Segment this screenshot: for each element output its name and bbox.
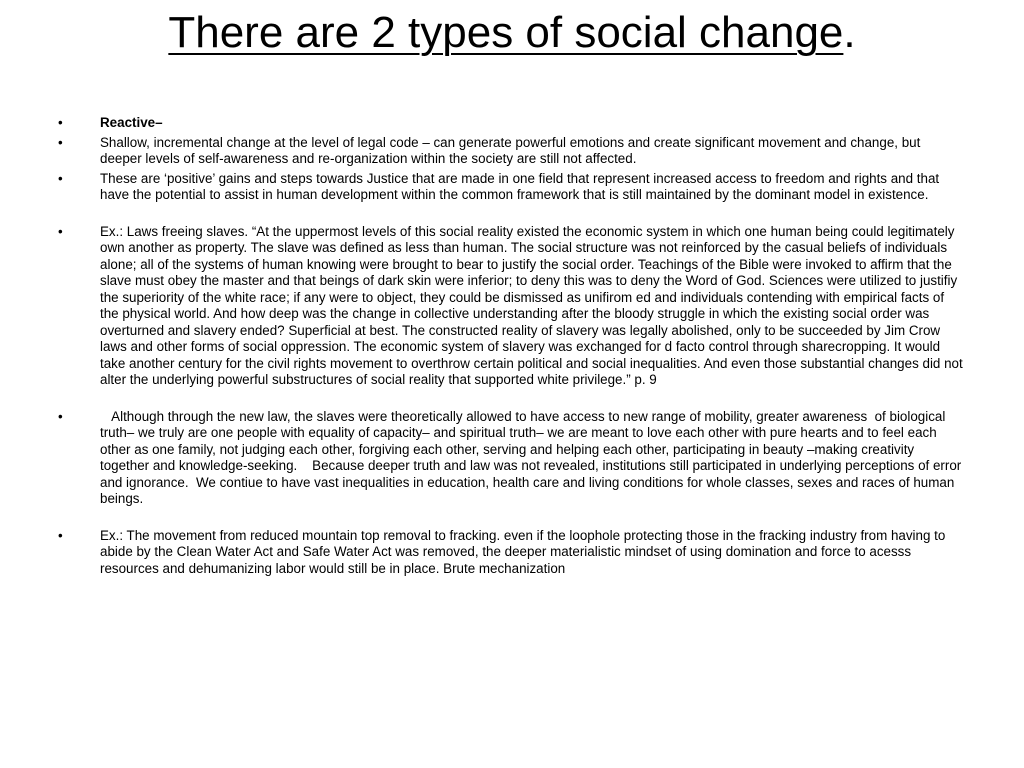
bullet-dot: •: [58, 408, 63, 424]
bullet-text: Although through the new law, the slaves were theoretically allowed to have access to new range of mobility, greater awareness of biological truth– we truly are one people with equality of capacity– and spiritual truth– we are meant to love each other with pure hearts and to feel each other as one family, not judging each other, forgiving each other, serving and helping each other, participating in beauty –making creativity together and knowledge-seeking. Because deeper truth and law was not revealed, institutions still participated in underlying perceptions of error and ignorance. We contiue to have vast inequalities in education, health care and living conditions for whole classes, sexes and races of human beings.: [100, 408, 965, 506]
bullet-item: [0, 528, 1024, 578]
bullet-text: Reactive–: [100, 115, 163, 130]
bullet-dot: •: [58, 527, 63, 543]
bullet-item: [0, 115, 1024, 132]
slide-title-period: .: [843, 8, 856, 57]
bullet-text: Ex.: The movement from reduced mountain top removal to fracking. even if the loophole protecting those in the fracking industry from having to abide by the Clean Water Act and Safe Water Act was removed, the deeper materialistic mindset of using domination and force to acesss resources and dehumanizing labor would still be in place. Brute mechanization: [100, 527, 946, 576]
bullet-list: [0, 115, 1024, 580]
bullet-text: These are ‘positive’ gains and steps towards Justice that are made in one field that represent increased access to freedom and rights and that have the potential to assist in human development within the common framework that is still maintained by the dominant model in existence.: [100, 170, 940, 202]
bullet-item: [0, 171, 1024, 204]
slide-title: [0, 2, 1024, 64]
bullet-dot: •: [58, 134, 63, 150]
bullet-item: [0, 224, 1024, 389]
bullet-text: Shallow, incremental change at the level of legal code – can generate powerful emotions and create significant movement and change, but deeper levels of self-awareness and re-organization within the society are still not affected.: [100, 134, 921, 166]
bullet-dot: •: [58, 115, 63, 130]
bullet-item: [0, 135, 1024, 168]
bullet-dot: •: [58, 223, 63, 239]
bullet-item: [0, 409, 1024, 508]
bullet-text: Ex.: Laws freeing slaves. “At the uppermost levels of this social reality existed the economic system in which one human being could legitimately own another as property. The slave was defined as less than human. The social structure was not reinforced by the casual beliefs of individuals alone; all of the systems of human knowing were brought to bear to justify the social order. Teachings of the Bible were invoked to affirm that the slave must obey the master and that beings of dark skin were inferior; to deny this was to deny the Word of God. Sciences were utilized to justifiy the superiority of the white race; if any were to object, they could be dismissed as unifirom ed and individuals contending with empirical facts of the physical world. And how deep was the change in collective understanding after the bloody struggle in which the existing social order was overturned and slavery ended? Superficial at best. The constructed reality of slavery was legally abolished, only to be succeeded by Jim Crow laws and other forms of social oppression. The economic system of slavery was exchanged for d facto control through sharecropping. It would take another century for the civil rights movement to overthrow certain political and social inequalities. And even those substantial changes did not alter the underlying powerful substructures of social reality that supported white privilege.” p. 9: [100, 223, 963, 387]
bullet-dot: •: [58, 170, 63, 186]
slide-title-text: There are 2 types of social change: [168, 8, 844, 57]
